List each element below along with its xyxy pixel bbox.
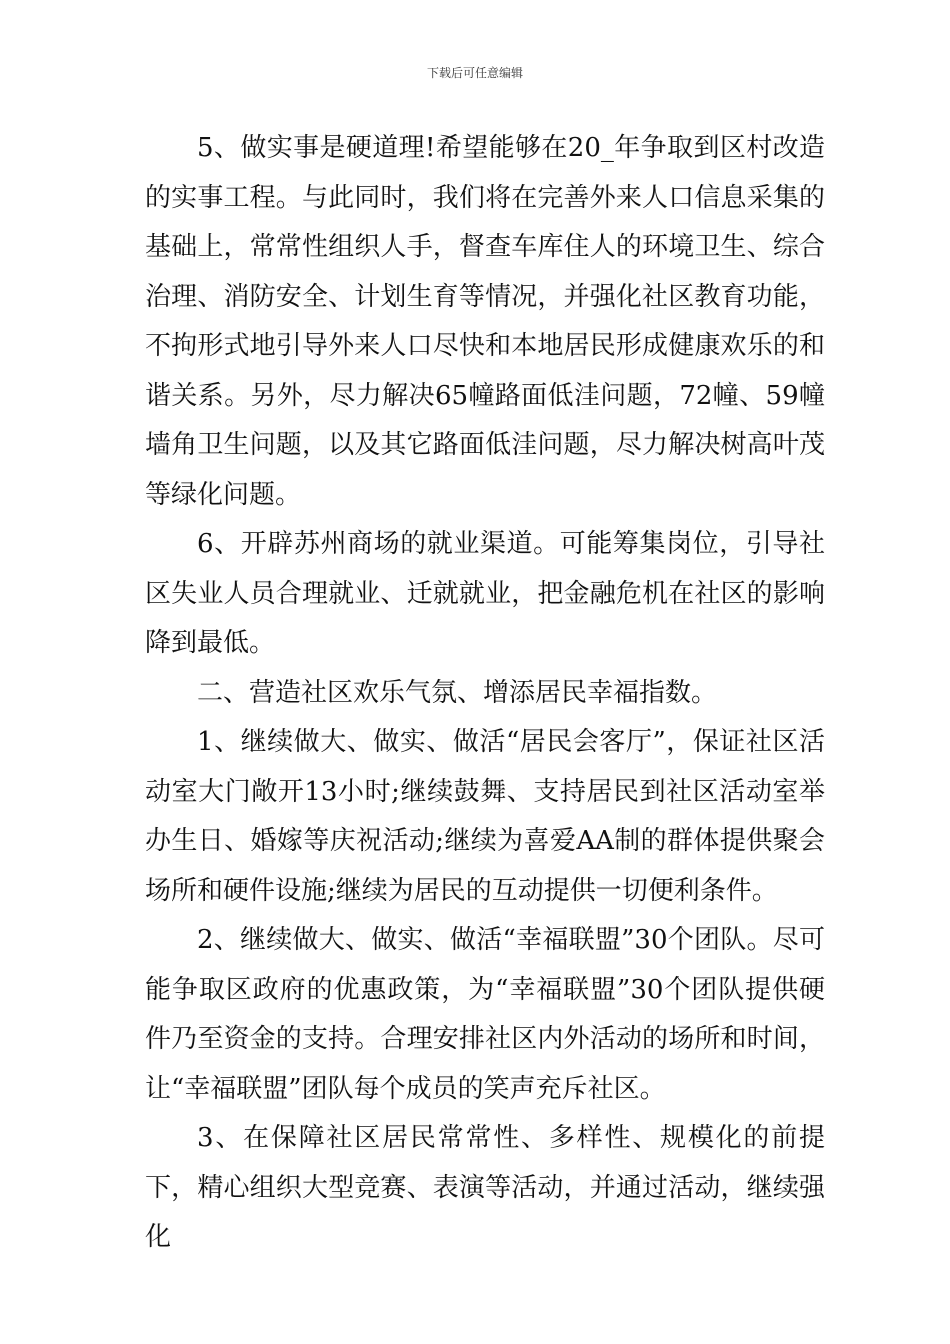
- section-heading-2: 二、营造社区欢乐气氛、增添居民幸福指数。: [197, 677, 718, 708]
- paragraph-item-2: 2、继续做大、做实、做活“幸福联盟”30个团队。尽可能争取区政府的优惠政策，为“幸福联盟”30个团队提供硬件乃至资金的支持。合理安排社区内外活动的场所和时间，让“幸福联盟”团队每个成员的笑声充斥社区。: [145, 925, 825, 1104]
- paragraph-item-1: 1、继续做大、做实、做活“居民会客厅”，保证社区活动室大门敞开13小时;继续鼓舞、支持居民到社区活动室举办生日、婚嫁等庆祝活动;继续为喜爱AA制的群体提供聚会场所和硬件设施;继续为居民的互动提供一切便利条件。: [145, 727, 825, 906]
- paragraph-item-5: 5、做实事是硬道理!希望能够在20_年争取到区村改造的实事工程。与此同时，我们将在完善外来人口信息采集的基础上，常常性组织人手，督查车库住人的环境卫生、综合治理、消防安全、计划生育等情况，并强化社区教育功能，不拘形式地引导外来人口尽快和本地居民形成健康欢乐的和谐关系。另外，尽力解决65幢路面低洼问题，72幢、59幢墙角卫生问题，以及其它路面低洼问题，尽力解决树高叶茂等绿化问题。: [145, 133, 825, 510]
- paragraph-item-3: 3、在保障社区居民常常性、多样性、规模化的前提下，精心组织大型竞赛、表演等活动，并通过活动，继续强化: [145, 1123, 825, 1252]
- paragraph-item-6: 6、开辟苏州商场的就业渠道。可能筹集岗位，引导社区失业人员合理就业、迁就就业，把金融危机在社区的影响降到最低。: [145, 529, 825, 658]
- document-body: [145, 124, 825, 1263]
- page-header: 下载后可任意编辑: [426, 66, 523, 80]
